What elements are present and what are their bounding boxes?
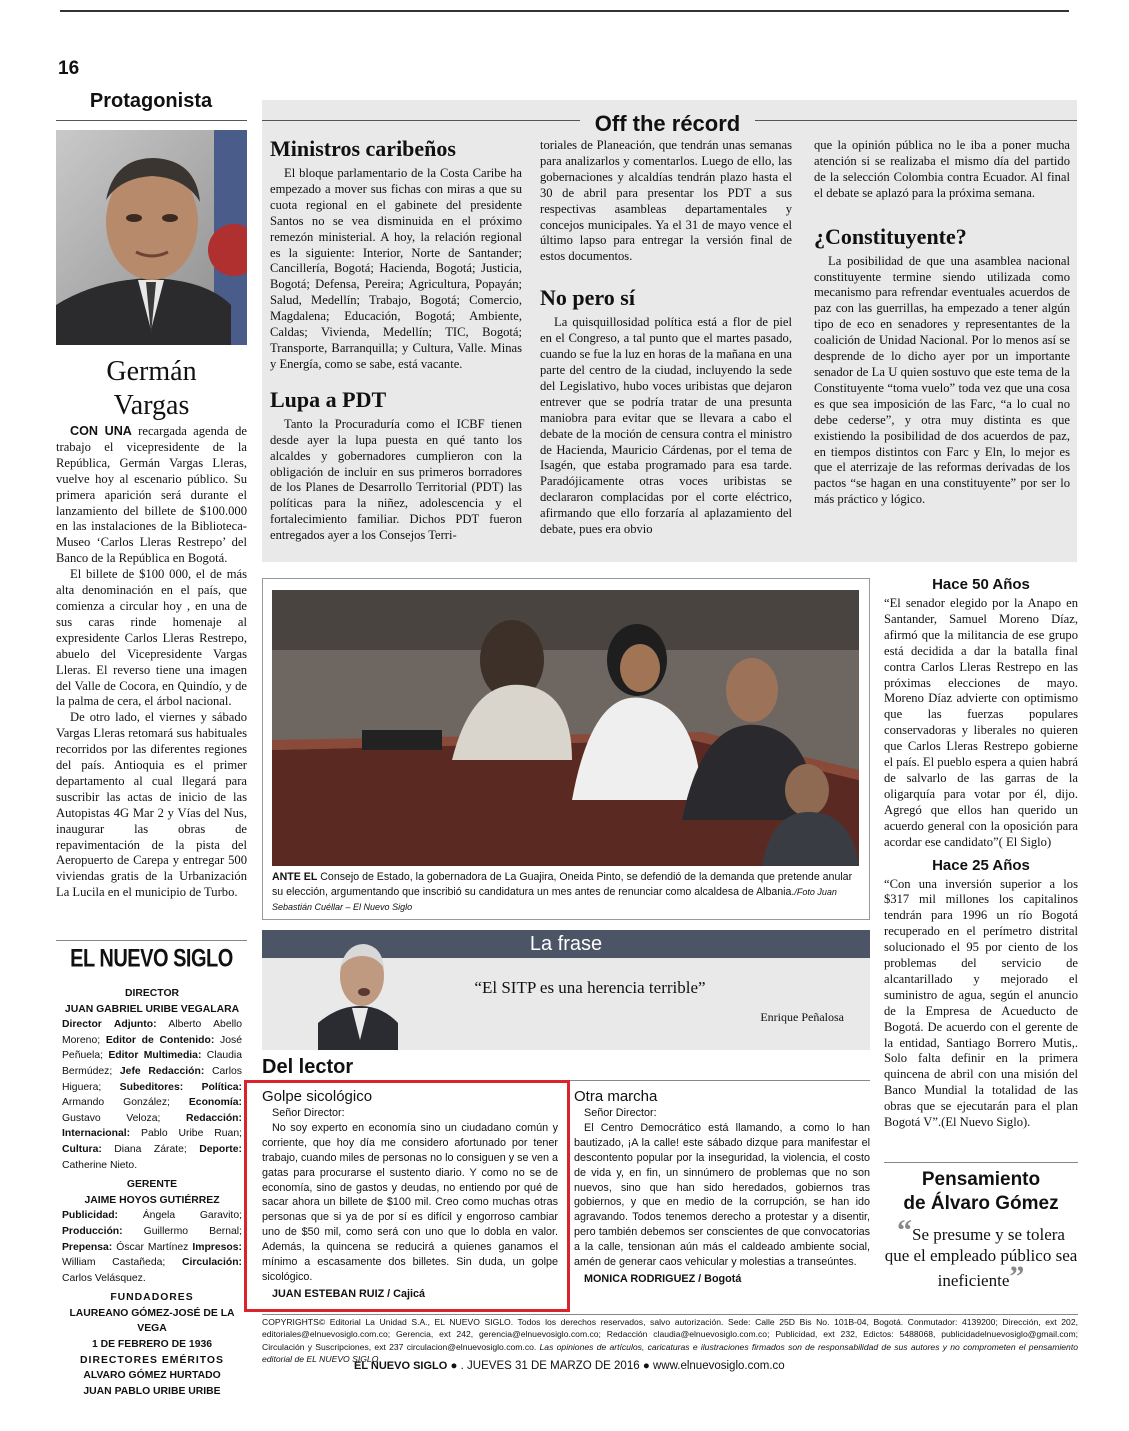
staff-person: Diana Zárate; xyxy=(101,1143,200,1155)
pensamiento-quote xyxy=(884,1214,1078,1293)
staff-box: DIRECTOR JUAN GABRIEL URIBE VEGALARA Director Adjunto: Alberto Abello Moreno; Editor de Contenido: José Peñuela; Editor Multimedia: Claudia Bermúdez; Jefe Redacción: Carlos Higuera; Subeditores: Política: Armando González; Economía: Gustavo Veloza; Redacción: Internacional: Pablo Uribe Ruan; Cultura: Diana Zárate; Deporte: Catherine Nieto. GERENTE JAIME HOYOS GUTIÉRREZ Publicidad: Ángela Garavito; Producción: Guillermo Bernal; Prepensa: Óscar Martínez Impresos: William Castañeda; Circulación: Carlos Velásquez. FUNDADORES LAUREANO GÓMEZ-JOSÉ DE LA VEGA 1 DE FEBRERO DE 1936 DIRECTORES EMÉRITOS ALVARO GÓMEZ HURTADO JUAN PABLO URIBE URIBE xyxy=(62,988,243,1397)
staff-person: Carlos Higuera; xyxy=(62,1065,242,1093)
staff-role: Producción: xyxy=(62,1225,123,1237)
letter-otra-marcha xyxy=(574,1088,870,1287)
close-quote-mark: ” xyxy=(1009,1260,1025,1293)
letter-body: No soy experto en economía sino un ciudadano común y corriente, que hoy día me considero afortunado por tener trabajo, cuando miles de personas no lo consiguen y se ven a gatas para procurarse el sustento diario. Y como no se de economía, sino de gastos y deudas, no entiendo por qué de sacar ahora un billete de $100 mil. Creo como muchas otras personas que si ya de por sí es difícil y engorroso cambiar uno de $50 mil, como será con uno que lo dobla en valor. Además, la quincena se reducirá a quienes ganamos el mínimo a escasamente dos billetes. Sin duda, un golpe sicológico. xyxy=(262,1121,558,1283)
staff-list xyxy=(62,1208,242,1286)
speaker-illustration xyxy=(318,928,398,1050)
staff-person: Alberto Abello Moreno; xyxy=(62,1019,243,1046)
article-paragraph: La quisquillosidad política está a flor de piel en el Congreso, a tal punto que el martes pasado, cuando se fue la luz en horas de la mañana en una parte del centro de la ciudad, incluyendo la sede del Legislativo, hubo voces uribistas que dejaron entrever que se podría tratar de una presunta maniobra para evitar que se llevara a cabo el debate de la moción de censura contra el ministro de Hacienda, Mauricio Cárdenas, por el tema de Isagén, que estaba programado para esa tarde. Paradójicamente otras voces uribistas se declararon complacidas por el corte eléctrico, afirmando que ello forzaría al aplazamiento del debate, pues era obvio xyxy=(540,315,792,537)
staff-role: Director Adjunto: xyxy=(62,1019,157,1031)
protagonista-rule xyxy=(56,120,247,121)
protagonista-paragraph: De otro lado, el viernes y sábado Vargas Lleras retomará sus habituales recorridos por las diferentes regiones del país. Antioquia es el primer departamento al cual llegará para suscribir las actas de inicio de las Autopistas 4G Mar 2 y Vías del Nus, inaugurar las obras de repavimentación de la pista del Aeropuerto de Carepa y entregar 500 viviendas gratis de la Urbanización La Lucila en el municipio de Turbo. xyxy=(56,710,247,900)
caption-text: Consejo de Estado, la gobernadora de La Guajira, Oneida Pinto, se defendió de la demanda que pretende anular su elección, argumentando que inscribió su candidatura un mes antes de renunciar como alcaldesa de Albania. xyxy=(272,871,853,898)
staff-role: Editor Multimedia: xyxy=(108,1050,202,1062)
staff-person: Armando González; xyxy=(62,1097,189,1109)
article-paragraph: toriales de Planeación, que tendrán unas semanas para analizarlos y comentarlos. Luego de ello, las gobernaciones y alcaldías tendrán plazo hasta el 30 de abril para presentar los PDT a sus respectivas asambleas departamentales y concejos municipales. Ya el 31 de mayo vence el último lapso para entregar la versión final de estos documentos. xyxy=(540,138,792,264)
article-heading: No pero sí xyxy=(540,285,635,311)
staff-role: Editor de Contenido: xyxy=(105,1034,215,1046)
footer-date: . JUEVES 31 DE MARZO DE 2016 xyxy=(460,1360,640,1372)
staff-role: Circulación: xyxy=(181,1257,242,1269)
staff-person: Óscar Martínez xyxy=(112,1241,193,1253)
letter-golpe-sicologico xyxy=(262,1088,558,1302)
staff-role: Redacción: Internacional: xyxy=(62,1112,242,1140)
staff-person: José Peñuela; xyxy=(62,1034,242,1062)
staff-person: Pablo Uribe Ruan; xyxy=(130,1128,242,1140)
article-paragraph: El bloque parlamentario de la Costa Caribe ha empezado a mover sus fichas con miras a que su cuota regional en el gabinete del presidente Santos no se vea disminuida en el próximo remezón ministerial. A hoy, la relación regional es la siguiente: Interior, Norte de Santander; Cancillería, Bogotá; Hacienda, Bogotá; Justicia, Bogotá; Defensa, Pereira; Agricultura, Popayán; Salud, Medellín; Trabajo, Bogotá; Comercio, Magdalena; Educación, Bogotá; Ambiente, Caldas; Vivienda, Medellín; TIC, Bogotá; Transporte, Barranquilla; y Cultura, Valle. Minas y Energía, como se sabe, está vacante. xyxy=(270,166,522,371)
masthead-rule xyxy=(56,940,247,941)
article-paragraph: Tanto la Procuraduría como el ICBF tienen desde ayer la lupa puesta en qué tanto los alcaldes y gobernadores cumplieron con la obligación de incluir en sus primeros borradores de los Planes de Desarrollo Territorial (PDT) las políticas para la niñez, adolescencia y el fortalecimiento familiar. Dichos PDT fueron entregados ayer a los Consejos Terri- xyxy=(270,416,522,543)
penalosa-photo xyxy=(318,928,398,1050)
letter-signature: JUAN ESTEBAN RUIZ / Cajicá xyxy=(272,1287,425,1300)
footer-brand: EL NUEVO SIGLO xyxy=(354,1360,448,1372)
german-vargas-photo xyxy=(56,130,247,345)
staff-role: Jefe Redacción: xyxy=(119,1065,205,1077)
staff-person: Guillermo Bernal; xyxy=(122,1225,242,1237)
photo-caption xyxy=(272,870,862,915)
letter-signature: MONICA RODRIGUEZ / Bogotá xyxy=(584,1272,742,1285)
staff-person: William Castañeda; xyxy=(62,1257,182,1269)
article-heading: Lupa a PDT xyxy=(270,386,387,412)
staff-person: Claudia Bermúdez; xyxy=(62,1050,242,1077)
frase-author: Enrique Peñalosa xyxy=(760,1010,844,1024)
letter-body: El Centro Democrático está llamando, a como lo han bautizado, ¡A la calle! este sábado dizque para manifestar el descontento popular por la inseguridad, la violencia, el costo de vida y, en fin, un sinnúmero de problemas que no son nuevos, sino que han sido heredados, gobiernos tras gobiernos, y que en medio de la corrupción, se han ido agravando. Todos tenemos derecho a protestar y a disentir, pero también debemos ser conscientes de que convocatorias a la calle, tensionan aún más el caldeado ambiente social, amén de generar caos vehicular y molestias a transeúntes. xyxy=(574,1121,870,1269)
quote-text: Se presume y se tolera que el empleado público sea ineficiente xyxy=(884,1225,1078,1290)
page-footer xyxy=(354,1358,785,1374)
off-record-col-2 xyxy=(540,138,792,538)
staff-person: Gustavo Veloza; xyxy=(62,1112,186,1124)
masthead-logo: EL NUEVO SIGLO xyxy=(70,945,233,973)
article-paragraph: que la opinión pública no le iba a poner mucha atención si se realizaba el mismo día del partido de la selección Colombia contra Ecuador. Al final el debate se aplazó para la próxima semana. xyxy=(814,138,1070,200)
off-record-col-3 xyxy=(814,138,1070,508)
page-number: 16 xyxy=(58,58,80,79)
top-rule xyxy=(60,10,1069,12)
letter-salute: Señor Director: xyxy=(584,1107,657,1119)
staff-role: Prepensa: xyxy=(62,1241,113,1253)
protagonista-heading: Protagonista xyxy=(89,90,213,112)
staff-list xyxy=(62,1017,242,1173)
open-quote-mark: “ xyxy=(897,1214,913,1247)
letter-salute: Señor Director: xyxy=(272,1107,345,1119)
hace-50-text: “El senador elegido por la Anapo en Santander, Samuel Moreno Díaz, afirmó que la militancia de ese grupo está decidida a dar la batalla final contra Carlos Lleras Restrepo en las próximas elecciones de mayo. Moreno Díaz advierte con optimismo que las fuerzas populares conservadoras y liberales no quieren que Carlos Lleras Restrepo gobierne el país. El pueblo espera a quien habrá de salvarlo de las garras de la oligarquía para votar por él, dijo. Agregó que ellos han querido un acuerdo general con la oposición para acordar ese candidato”( El Siglo) xyxy=(884,596,1078,849)
portrait-illustration xyxy=(56,130,247,345)
staff-role: Economía: xyxy=(188,1097,242,1109)
consejo-estado-photo xyxy=(272,590,859,866)
hace-25-heading: Hace 25 Años xyxy=(932,856,1030,874)
name-line-1: Germán xyxy=(106,356,197,387)
staff-person: Ángela Garavito; xyxy=(118,1210,242,1222)
staff-role: Impresos: xyxy=(192,1241,242,1253)
copyright-note: Las opiniones de artículos, caricaturas e ilustraciones firmados son de responsabilidad de sus autores y no comprometen el pensamiento editorial de EL NUEVO SIGLO xyxy=(262,1341,1078,1365)
protagonista-name xyxy=(56,355,247,423)
off-record-heading: Off the récord xyxy=(580,111,755,137)
article-heading: Ministros caribeños xyxy=(270,136,456,161)
lector-heading: Del lector xyxy=(262,1056,354,1078)
hace-25-text: “Con una inversión superior a los $317 mil millones los capitalinos tendrán para 1996 un río Bogotá recuperado en el perímetro distrital solucionado el 95 por ciento de los problemas del servicio de alcantarillado y mejorado el suministro de agua, según el anuncio de la Empresa de Acueducto de Bogotá. De acuerdo con el gerente de la entidad, Santiago Borrero Mutis,. Solo falta definir en la primera quincena de abril con una misión del Banco Mundial la totalidad de las obras que se ejecutarán para el plan Bogotá V”.(El Nuevo Siglo). xyxy=(884,876,1078,1130)
staff-person: Catherine Nieto. xyxy=(62,1159,138,1171)
copyright-text: COPYRIGHTS© Editorial La Unidad S.A., EL NUEVO SIGLO. Todos los derechos reservados, salvo autorización. Sede: Calle 25D Bis No. 101B-04, Bogotá. Conmutador: 4139200; Dirección, ext 202, editoriales@elnuevosiglo.com.co; Gerencia, ext 242, gerencia@elnuevosiglo.com.co; Redacción claudia@elnuevosiglo.com.co; Publicidad, ext 232, Edictos: 5488068, publicidadelnuevosiglo@gmail.com; Circulación y Suscripciones, ext 237 circulacion@elnuevosiglo.com.co. xyxy=(262,1317,1078,1352)
staff-role: Deporte: xyxy=(199,1143,242,1155)
caption-lead: ANTE EL xyxy=(272,871,318,883)
staff-role: Publicidad: xyxy=(62,1210,118,1222)
article-heading: ¿Constituyente? xyxy=(814,223,967,249)
bullet-icon: ● xyxy=(642,1360,650,1372)
lead-in: CON UNA xyxy=(70,424,132,438)
article-paragraph: La posibilidad de que una asamblea nacional constituyente termine siendo utilizada como mecanismo para refrendar eventuales acuerdos de paz con las guerrillas, ha empezado a tener algún tipo de eco en senadores y representantes de la coalición de Unidad Nacional. Por lo menos así se desprende de lo dicho ayer por un importante senador de La U quien sostuvo que este tema de la Constituyente “toma vuelo” toda vez que una cosa es que sea imposición de las Farc, “a lo cual no debe cederse”, y otra muy distinta es que existiendo la posibilidad de dos acuerdos de paz, en tiempos distintos con Farc y Eln, lo mejor es que el aterrizaje de las reformas derivadas de los pactos “se hagan en una constituyente” por ser lo más práctico y lógico. xyxy=(814,253,1070,507)
staff-role: Cultura: xyxy=(62,1143,102,1155)
hearing-illustration xyxy=(272,590,859,866)
frase-quote: “El SITP es una herencia terrible” xyxy=(474,978,706,997)
copyright-rule xyxy=(262,1314,1078,1315)
hace-column xyxy=(884,576,1078,1131)
pensamiento-heading: Pensamiento de Álvaro Gómez xyxy=(903,1169,1059,1214)
staff-person: Carlos Velásquez. xyxy=(62,1272,146,1284)
protagonista-body: CON UNA recargada agenda de trabajo el vicepresidente de la República, Germán Vargas Lleras, vuelve hoy al escenario público. Su primera aparición será durante el lanzamiento del billete de $100.000 en las instalaciones de la Biblioteca-Museo ‘Carlos Lleras Restrepo’ del Banco de la República en Bogotá. El billete de $100 000, el de más alta denominación en el país, que comienza a circular hoy , en una de sus caras rinde homenaje al expresidente Carlos Lleras Restrepo, abuelo del Vicepresidente Vargas Lleras. El reverso tiene una imagen del Valle de Cocora, en Quindío, y de la palma de cera, el árbol nacional. De otro lado, el viernes y sábado Vargas Lleras retomará sus habituales recorridos por las diferentes regiones del país. Antioquia es el primer departamento al cual llegará para suscribir las actas de inicio de las Autopistas 4G Mar 2 y Vías del Nus, inaugurar las obras de repavimentación de la pista del Aeropuerto de Carepa y entregar 500 viviendas gratis de la Urbanización La Lucila en el municipio de Turbo. xyxy=(56,424,247,900)
off-record-col-1 xyxy=(270,136,522,544)
hace-50-heading: Hace 50 Años xyxy=(932,576,1030,593)
staff-role: Subeditores: Política: xyxy=(119,1081,242,1093)
pensamiento-rule xyxy=(884,1162,1078,1163)
letter-title: Golpe sicológico xyxy=(262,1088,373,1105)
letter-title: Otra marcha xyxy=(574,1088,658,1105)
bullet-icon: ● xyxy=(450,1360,458,1372)
name-line-2: Vargas xyxy=(113,390,190,421)
frase-heading: La frase xyxy=(529,933,603,955)
protagonista-paragraph: El billete de $100 000, el de más alta denominación en el país, que comienza a circular hoy , en una de sus caras rinde homenaje al expresidente Carlos Lleras Restrepo, abuelo del Vicepresidente Vargas Lleras. El reverso tiene una imagen del Valle de Cocora, en Quindío, y de la palma de cera, el árbol nacional. xyxy=(56,567,247,709)
footer-url[interactable]: www.elnuevosiglo.com.co xyxy=(652,1360,785,1372)
photo-credit: /Foto Juan Sebastián Cuéllar – El Nuevo Siglo xyxy=(272,887,837,912)
